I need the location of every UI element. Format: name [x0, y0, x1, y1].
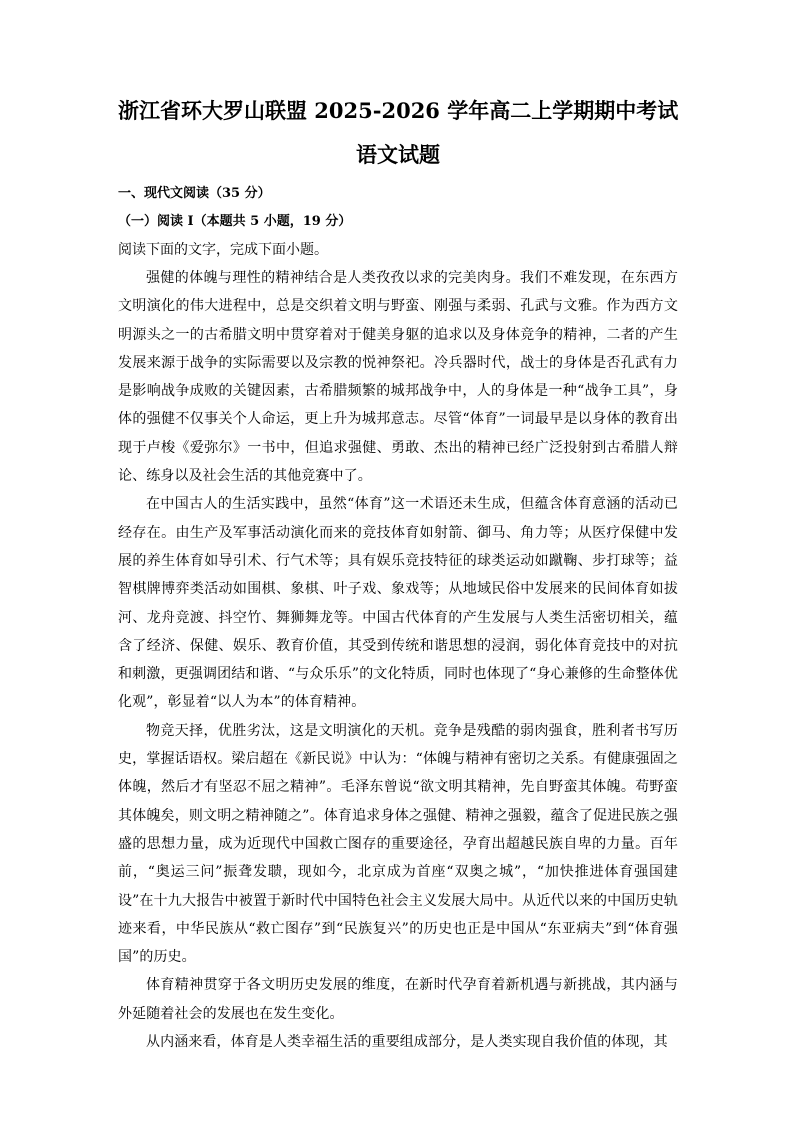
reading-instruction: 阅读下面的文字，完成下面小题。: [118, 242, 328, 258]
section-heading: 一、现代文阅读（35 分）: [118, 186, 271, 201]
passage-paragraph: 强健的体魄与理性的精神结合是人类孜孜以求的完美肉身。我们不难发现，在东西方文明演化的伟大进程中，总是交织着文明与野蛮、刚强与柔弱、孔武与文雅。作为西方文明源头之一的古希腊文明中贯穿着对于健美身躯的追求以及身体竞争的精神，二者的产生发展来源于战争的实际需要以及宗教的悦神祭祀。冷兵器时代，战士的身体是否孔武有力是影响战争成败的关键因素，古希腊频繁的城邦战争中，人的身体是一种“战争工具”，身体的强健不仅事关个人命运，更上升为城邦意志。尽管“体育”一词最早是以身体的教育出现于卢梭《爱弥尔》一书中，但追求强健、勇敢、杰出的精神已经广泛投射到古希腊人辩论、练身以及社会生活的其他竞赛中了。: [118, 270, 678, 485]
exam-title: 浙江省环大罗山联盟 2025-2026 学年高二上学期期中考试: [118, 98, 679, 123]
subsection-heading: （一）阅读 I（本题共 5 小题，19 分）: [118, 214, 352, 229]
exam-page: [118, 92, 678, 1056]
subject-title: 语文试题: [356, 142, 440, 167]
passage-paragraph: 从内涵来看，体育是人类幸福生活的重要组成部分，是人类实现自我价值的体现，其: [146, 1034, 668, 1051]
passage-paragraph: 在中国古人的生活实践中，虽然“体育”这一术语还未生成，但蕴含体育意涵的活动已经存在。由生产及军事活动演化而来的竞技体育如射箭、御马、角力等；从医疗保健中发展的养生体育如导引术、行气术等；具有娱乐竞技特征的球类运动如蹴鞠、步打球等；益智棋牌博弈类活动如围棋、象棋、叶子戏、象戏等；从地域民俗中发展来的民间体育如拔河、龙舟竞渡、抖空竹、舞狮舞龙等。中国古代体育的产生发展与人类生活密切相关，蕴含了经济、保健、娱乐、教育价值，其受到传统和谐思想的浸润，弱化体育竞技中的对抗和刺激，更强调团结和谐、“与众乐乐”的文化特质，同时也体现了“身心兼修的生命整体优化观”，彰显着“以人为本”的体育精神。: [118, 496, 678, 711]
passage-paragraph: 体育精神贯穿于各文明历史发展的维度，在新时代孕育着新机遇与新挑战，其内涵与外延随着社会的发展也在发生变化。: [118, 977, 678, 1022]
reading-passage: [118, 264, 678, 1056]
passage-paragraph: 物竞天择，优胜劣汰，这是文明演化的天机。竞争是残酷的弱肉强食，胜利者书写历史，掌握话语权。梁启超在《新民说》中认为：“体魄与精神有密切之关系。有健康强固之体魄，然后才有坚忍不屈之精神”。毛泽东曾说“欲文明其精神，先自野蛮其体魄。苟野蛮其体魄矣，则文明之精神随之”。体育追求身体之强健、精神之强毅，蕴含了促进民族之强盛的思想力量，成为近现代中国救亡图存的重要途径，孕育出超越民族自卑的力量。百年前，“奥运三问”振聋发聩，现如今，北京成为首座“双奥之城”，“加快推进体育强国建设”在十九大报告中被置于新时代中国特色社会主义发展大局中。从近代以来的中国历史轨迹来看，中华民族从“救亡图存”到“民族复兴”的历史也正是中国从“东亚病夫”到“体育强国”的历史。: [118, 722, 678, 966]
